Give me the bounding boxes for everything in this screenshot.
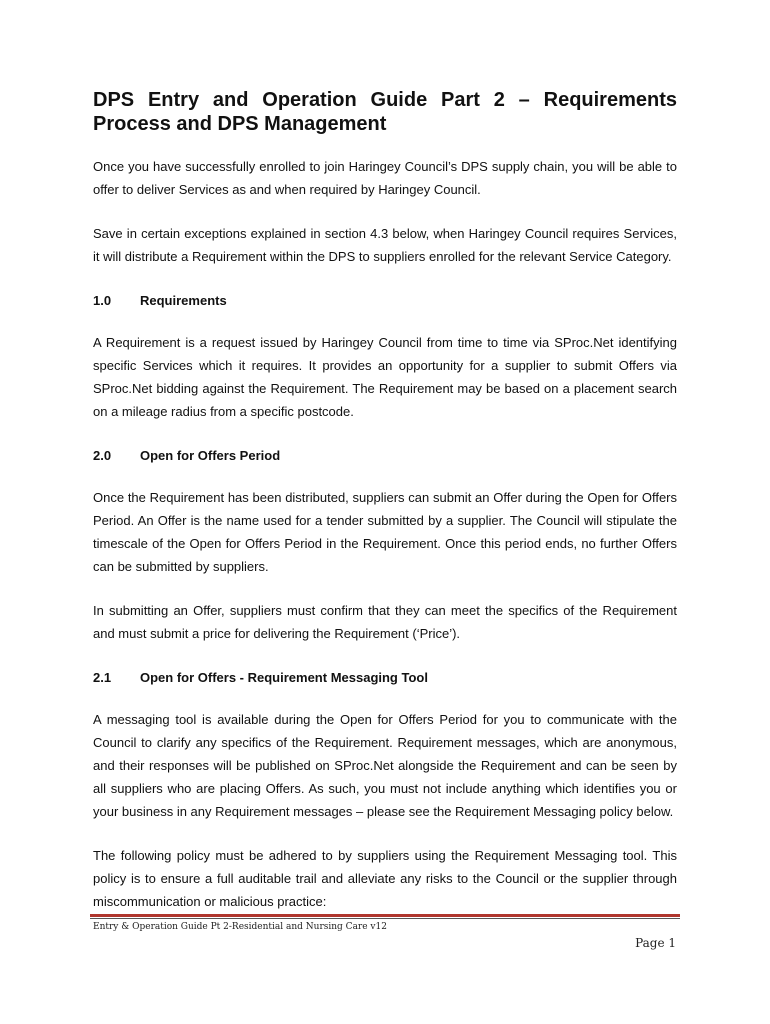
section-number: 2.1 (93, 670, 112, 685)
intro-paragraph-1: Once you have successfully enrolled to join Haringey Council’s DPS supply chain, you will be able to offer to deliver Services as and when required by Haringey Council. (93, 159, 677, 197)
section-heading-open-for-offers (93, 444, 677, 467)
section-heading-messaging-tool (93, 666, 677, 689)
document-title: DPS Entry and Operation Guide Part 2 – Requirements Process and DPS Management (93, 89, 677, 135)
section-number: 1.0 (93, 293, 112, 308)
footer-divider (90, 914, 680, 917)
section-title: Open for Offers - Requirement Messaging Tool (140, 670, 428, 685)
section-title: Requirements (140, 293, 227, 308)
section-number: 2.0 (93, 448, 112, 463)
footer-divider-thin (90, 918, 680, 919)
section-title: Open for Offers Period (140, 448, 281, 463)
intro-paragraph-2: Save in certain exceptions explained in section 4.3 below, when Haringey Council requires Services, it will distribute a Requirement within the DPS to suppliers enrolled for the relevant Service Category. (93, 226, 677, 264)
requirements-paragraph: A Requirement is a request issued by Haringey Council from time to time via SProc.Net identifying specific Services which it requires. It provides an opportunity for a supplier to submit Offers via SProc.Net bidding against the Requirement. The Requirement may be based on a placement search on a mileage radius from a specific postcode. (93, 335, 677, 419)
section-heading-requirements (93, 289, 677, 312)
page-number: Page 1 (635, 936, 676, 950)
open-for-offers-paragraph-1: Once the Requirement has been distributed, suppliers can submit an Offer during the Open for Offers Period. An Offer is the name used for a tender submitted by a supplier. The Council will stipulate the timescale of the Open for Offers Period in the Requirement. Once this period ends, no further Offers can be submitted by suppliers. (93, 490, 677, 574)
messaging-tool-paragraph-1: A messaging tool is available during the Open for Offers Period for you to communicate with the Council to clarify any specifics of the Requirement. Requirement messages, which are anonymous, and their responses will be published on SProc.Net alongside the Requirement and can be seen by all suppliers who are placing Offers. As such, you must not include anything which identifies you or your business in any Requirement messages – please see the Requirement Messaging policy below. (93, 712, 677, 819)
document-body (93, 88, 677, 934)
messaging-tool-paragraph-2: The following policy must be adhered to by suppliers using the Requirement Messaging tool. This policy is to ensure a full auditable trail and alleviate any risks to the Council or the supplier through miscommunication or malicious practice: (93, 848, 677, 909)
footer-document-name: Entry & Operation Guide Pt 2-Residential and Nursing Care v12 (93, 922, 387, 932)
open-for-offers-paragraph-2: In submitting an Offer, suppliers must confirm that they can meet the specifics of the Requirement and must submit a price for delivering the Requirement (‘Price’). (93, 603, 677, 641)
